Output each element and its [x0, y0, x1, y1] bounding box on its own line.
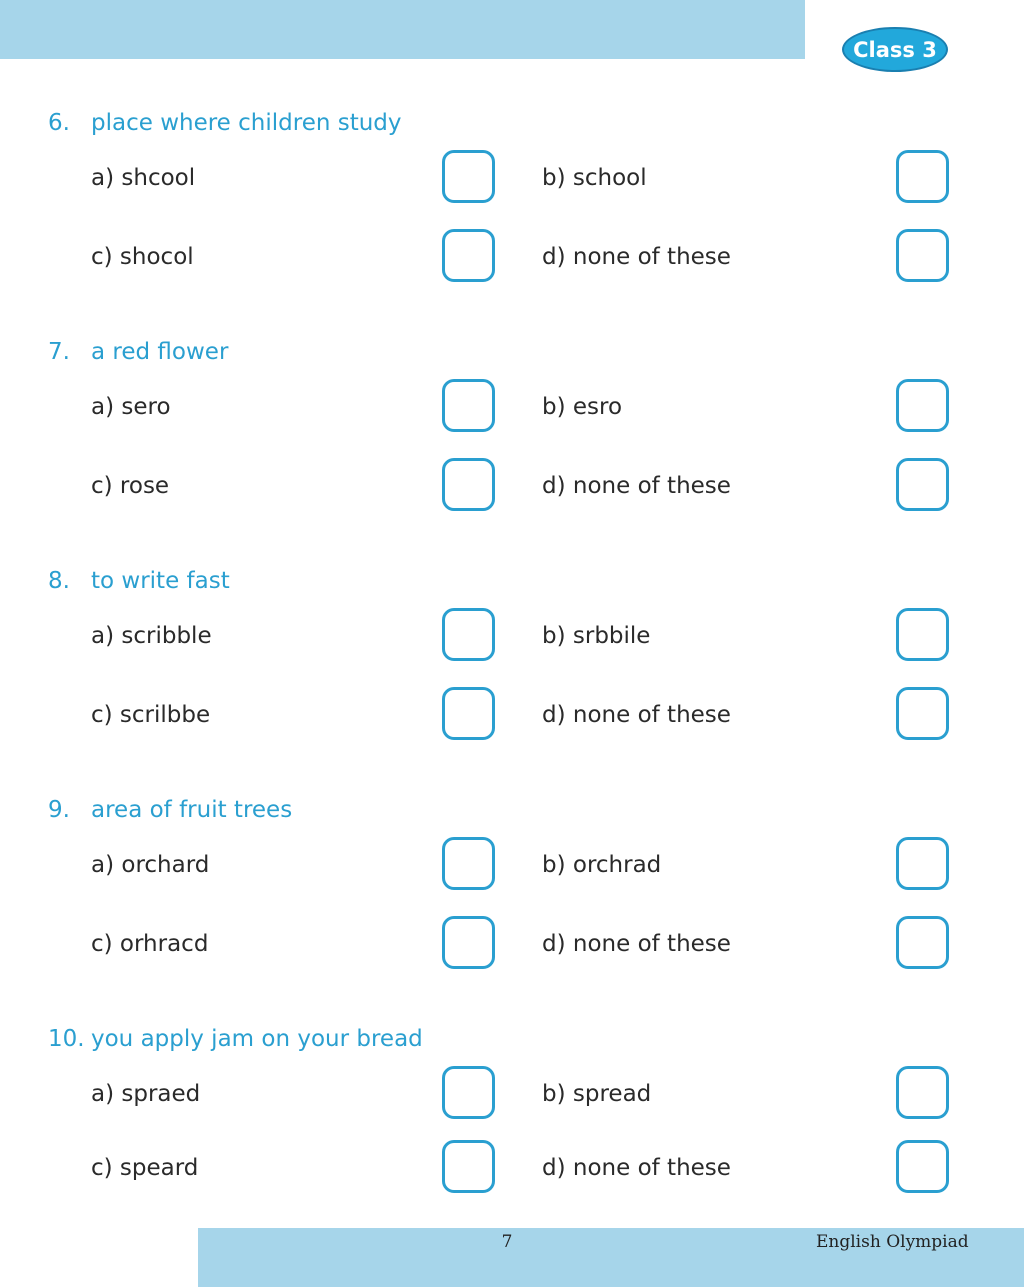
- question-prompt: a red flower: [91, 339, 229, 365]
- page-number: 7: [501, 1232, 513, 1252]
- option-b-checkbox[interactable]: [896, 608, 949, 661]
- footer-title: English Olympiad: [816, 1232, 969, 1252]
- option-d-checkbox[interactable]: [896, 1140, 949, 1193]
- option-a-label: a) shcool: [91, 165, 196, 191]
- class-badge: Class 3: [842, 27, 948, 72]
- option-a-label: a) sero: [91, 394, 171, 420]
- question-6: [0, 108, 1024, 328]
- option-b-checkbox[interactable]: [896, 379, 949, 432]
- option-d-checkbox[interactable]: [896, 687, 949, 740]
- option-c-checkbox[interactable]: [442, 687, 495, 740]
- option-c-label: c) orhracd: [91, 931, 209, 957]
- option-c-label: c) speard: [91, 1155, 199, 1181]
- option-b-label: b) school: [542, 165, 647, 191]
- option-d-checkbox[interactable]: [896, 229, 949, 282]
- option-d-checkbox[interactable]: [896, 458, 949, 511]
- question-number: 9.: [48, 797, 70, 823]
- option-a-label: a) spraed: [91, 1081, 201, 1107]
- option-c-checkbox[interactable]: [442, 229, 495, 282]
- option-b-checkbox[interactable]: [896, 1066, 949, 1119]
- option-a-checkbox[interactable]: [442, 379, 495, 432]
- option-d-label: d) none of these: [542, 1155, 731, 1181]
- question-prompt: you apply jam on your bread: [91, 1026, 423, 1052]
- option-d-label: d) none of these: [542, 244, 731, 270]
- option-b-checkbox[interactable]: [896, 150, 949, 203]
- option-a-checkbox[interactable]: [442, 150, 495, 203]
- option-a-label: a) orchard: [91, 852, 210, 878]
- question-9: [0, 795, 1024, 1015]
- question-prompt: to write fast: [91, 568, 230, 594]
- option-b-checkbox[interactable]: [896, 837, 949, 890]
- question-number: 10.: [48, 1026, 85, 1052]
- option-b-label: b) orchrad: [542, 852, 662, 878]
- option-b-label: b) esro: [542, 394, 623, 420]
- option-c-label: c) shocol: [91, 244, 194, 270]
- header-bar: [0, 0, 805, 59]
- question-8: [0, 566, 1024, 786]
- option-a-checkbox[interactable]: [442, 837, 495, 890]
- question-number: 7.: [48, 339, 70, 365]
- option-c-checkbox[interactable]: [442, 458, 495, 511]
- option-d-label: d) none of these: [542, 702, 731, 728]
- option-c-label: c) rose: [91, 473, 170, 499]
- option-d-label: d) none of these: [542, 931, 731, 957]
- question-number: 6.: [48, 110, 70, 136]
- option-c-label: c) scrilbbe: [91, 702, 211, 728]
- question-prompt: place where children study: [91, 110, 402, 136]
- option-c-checkbox[interactable]: [442, 1140, 495, 1193]
- option-d-label: d) none of these: [542, 473, 731, 499]
- question-prompt: area of fruit trees: [91, 797, 293, 823]
- question-7: [0, 337, 1024, 557]
- question-10: [0, 1024, 1024, 1244]
- option-a-label: a) scribble: [91, 623, 212, 649]
- question-number: 8.: [48, 568, 70, 594]
- option-b-label: b) spread: [542, 1081, 652, 1107]
- option-c-checkbox[interactable]: [442, 916, 495, 969]
- option-a-checkbox[interactable]: [442, 1066, 495, 1119]
- option-a-checkbox[interactable]: [442, 608, 495, 661]
- option-d-checkbox[interactable]: [896, 916, 949, 969]
- option-b-label: b) srbbile: [542, 623, 651, 649]
